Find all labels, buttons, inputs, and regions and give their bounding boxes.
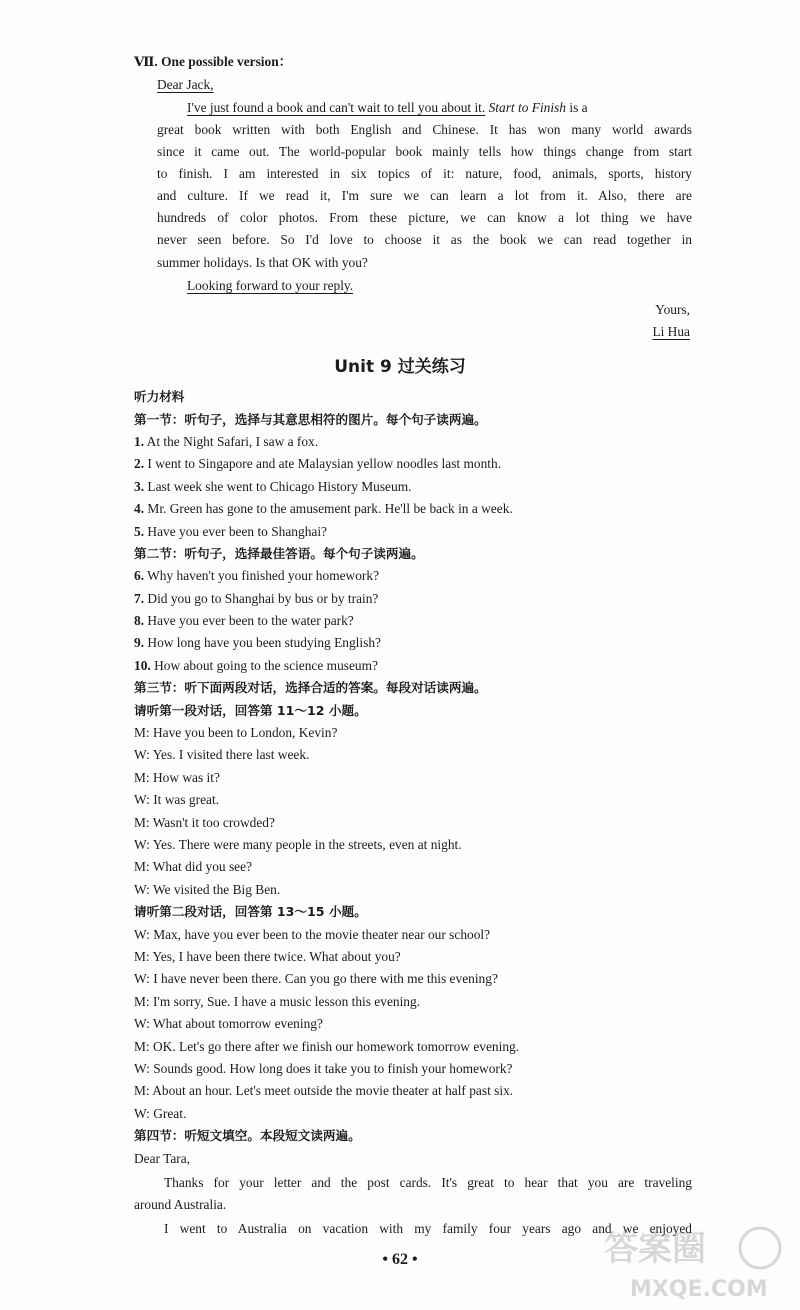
dialog-line: W: What about tomorrow evening? [134,1016,323,1031]
dialog-line: W: Max, have you ever been to the movie theater near our school? [134,927,491,942]
dialog-intro: 请听第一段对话，回答第 11～12 小题。 [134,703,367,718]
dialog-line: W: I have never been there. Can you go there with me this evening? [134,971,498,986]
list-item: 3. Last week she went to Chicago History Museum. [134,479,412,494]
letter-line: I went to Australia on vacation with my family four years ago and we enjoyed [164,1221,692,1236]
dialog-line: W: We visited the Big Ben. [134,882,281,897]
letter-line: around Australia. [134,1197,227,1212]
watermark-graphic [596,1218,792,1304]
dialog-line: M: What did you see? [134,859,253,874]
letter-salutation: Dear Tara, [134,1151,191,1166]
watermark-text: 答案圈 [604,1229,706,1269]
listening-label: 听力材料 [134,389,185,404]
dialog-line: M: How was it? [134,770,220,785]
list-item: 6. Why haven't you finished your homework? [134,568,380,583]
letter-line: since it came out. The world-popular book mainly tells how things change from start [157,144,692,159]
list-item: 1. At the Night Safari, I saw a fox. [134,434,319,449]
list-item: 5. Have you ever been to Shanghai? [134,524,327,539]
dialog-line: W: Yes. There were many people in the streets, even at night. [134,837,462,852]
letter-yours: Yours, [655,302,690,317]
dialog-intro: 请听第二段对话，回答第 13～15 小题。 [134,904,367,919]
part-heading: 第三节：听下面两段对话，选择合适的答案。每段对话读两遍。 [134,680,487,695]
line-tail: is a [569,100,588,115]
letter-line: Thanks for your letter and the post cards. It's great to hear that you are traveling [164,1175,692,1190]
underlined-sentence: I've just found a book and can't wait to tell you about it. [187,100,486,115]
part-heading: 第一节：听句子，选择与其意思相符的图片。每个句子读两遍。 [134,412,487,427]
list-item: 8. Have you ever been to the water park? [134,613,354,628]
dialog-line: W: Sounds good. How long does it take you to finish your homework? [134,1061,513,1076]
list-item: 10. How about going to the science museum? [134,658,378,673]
letter-line: summer holidays. Is that OK with you? [157,255,368,270]
letter-signature: Li Hua [652,324,690,339]
dialog-line: M: About an hour. Let's meet outside the movie theater at half past six. [134,1083,514,1098]
list-item: 4. Mr. Green has gone to the amusement park. He'll be back in a week. [134,501,513,516]
dialog-line: M: OK. Let's go there after we finish our homework tomorrow evening. [134,1039,520,1054]
list-item: 7. Did you go to Shanghai by bus or by train? [134,591,379,606]
dialog-line: W: Great. [134,1106,187,1121]
part-heading: 第四节：听短文填空。本段短文读两遍。 [134,1128,361,1143]
dialog-line: M: Have you been to London, Kevin? [134,725,338,740]
dialog-line: M: I'm sorry, Sue. I have a music lesson this evening. [134,994,421,1009]
list-item: 2. I went to Singapore and ate Malaysian yellow noodles last month. [134,456,502,471]
dialog-line: M: Wasn't it too crowded? [134,815,275,830]
letter-line: never seen before. So I'd love to choose it as the book we can read together in [157,232,692,247]
dialog-line: M: Yes, I have been there twice. What about you? [134,949,401,964]
watermark-logo [596,1218,792,1304]
watermark-url: MXQE.COM [630,1277,768,1302]
page-number: • 62 • [382,1251,418,1268]
book-title: Start to Finish [488,100,566,115]
letter-line: and culture. If we read it, I'm sure we can learn a lot from it. Also, there are [157,188,692,203]
dialog-line: W: It was great. [134,792,220,807]
letter-salutation: Dear Jack, [157,77,214,92]
part-heading: 第二节：听句子，选择最佳答语。每个句子读两遍。 [134,546,424,561]
letter-closing: Looking forward to your reply. [187,278,354,293]
list-item: 9. How long have you been studying English? [134,635,381,650]
letter-line: to finish. I am interested in six topics of it: nature, food, animals, sports, history [157,166,692,181]
letter-line: great book written with both English and Chinese. It has won many world awards [157,122,692,137]
dialog-line: W: Yes. I visited there last week. [134,747,310,762]
letter-line [187,98,692,118]
letter-line: hundreds of color photos. From these picture, we can know a lot thing we have [157,210,692,225]
section-heading: Ⅶ. One possible version： [134,54,293,69]
unit-title: Unit 9 过关练习 [334,357,466,377]
